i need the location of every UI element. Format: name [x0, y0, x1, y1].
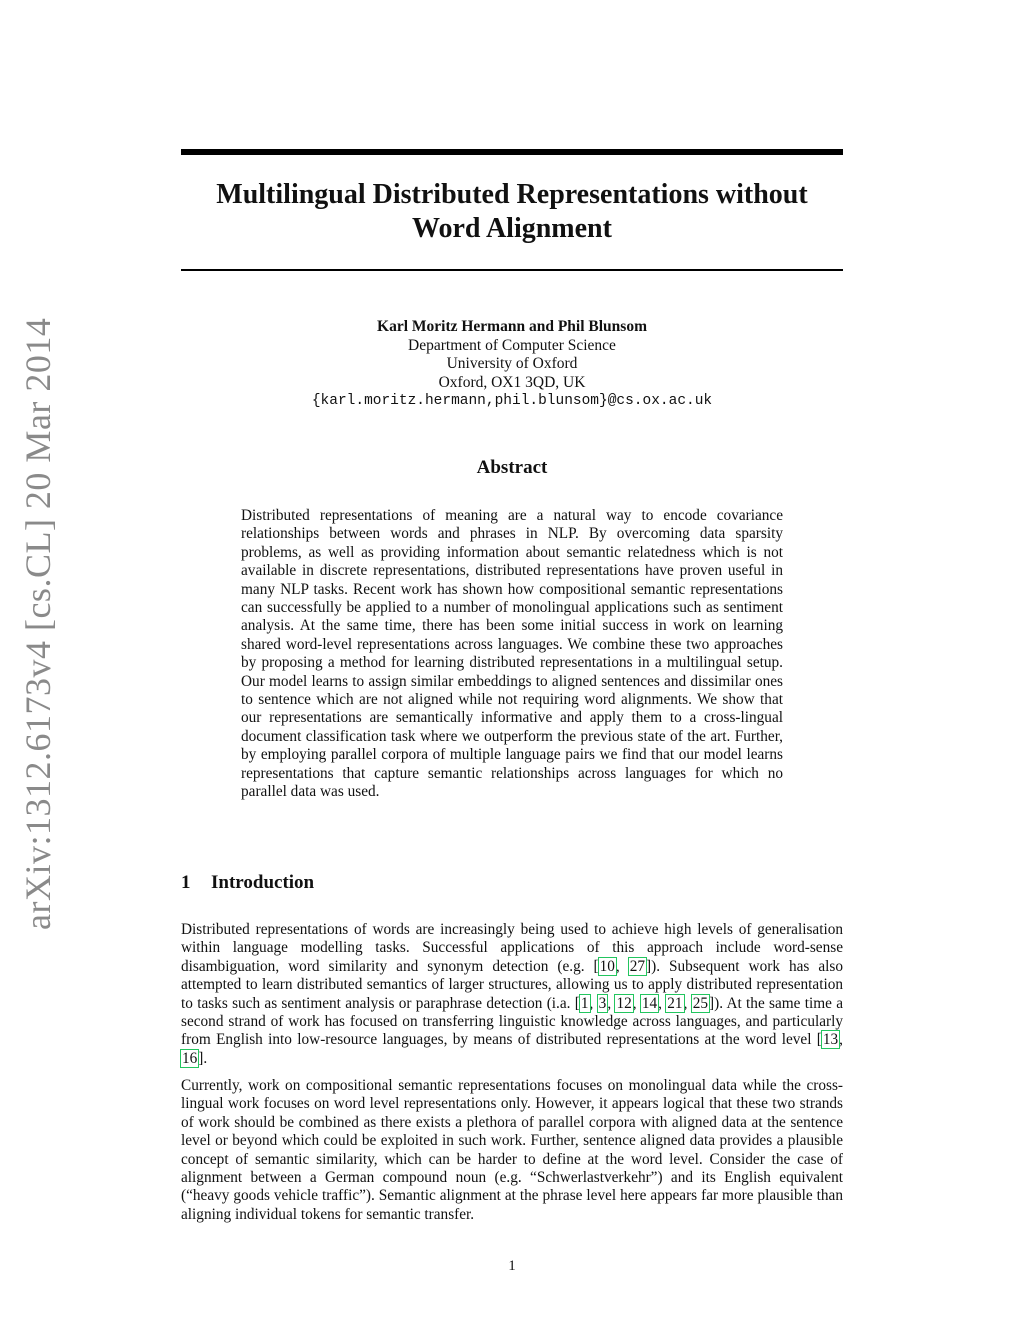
- section-title: Introduction: [211, 872, 315, 893]
- citation-link[interactable]: 21: [667, 994, 683, 1012]
- arxiv-identifier-stamp: arXiv:1312.6173v4 [cs.CL] 20 Mar 2014: [18, 317, 58, 930]
- title-top-rule: [181, 149, 843, 155]
- author-university: University of Oxford: [446, 355, 578, 372]
- citation-link[interactable]: 3: [598, 994, 607, 1012]
- citation-link[interactable]: 27: [629, 957, 646, 975]
- title-line-1: Multilingual Distributed Representations without: [216, 179, 808, 210]
- introduction-paragraph-1: Distributed representations of words are increasingly being used to achieve high levels of generalisation within language modelling tasks. Successful applications of this approach include word-sense disambiguation, word similarity and synonym detection (e.g. [10, 27]). Subsequent work has also attempted to learn distributed semantics of larger structures, allowing us to apply distributed representation to tasks such as sentiment analysis or paraphrase detection (i.a. [1, 3, 12, 14, 21, 25]). At the same time a second strand of work has focused on transferring linguistic knowledge across languages, and particularly from English into low-resource languages, by means of distributed representations at the word level [13, 16].: [181, 921, 844, 1067]
- paragraph-text: Distributed representations of words are increasingly being used to achieve high levels of generalisation within language modelling tasks. Successful applications of this approach include word-sense disambiguation, word similarity and synonym detection (e.g. [: [181, 921, 843, 975]
- paragraph-text: ]). Subsequent work has also attempted to learn distributed semantics of larger structures, allowing us to apply distributed representation to tasks such as sentiment analysis or paraphrase detection (i.a. [: [181, 957, 843, 1012]
- title-line-2: Word Alignment: [412, 213, 612, 244]
- introduction-paragraph-2: Currently, work on compositional semantic representations focuses on monolingual data while the cross-lingual work focuses on word level representations only. However, it appears logical that these two strands of work should be combined as there exists a plethora of parallel corpora with aligned data at the sentence level or beyond which could be exploited in such work. Further, sentence aligned data provides a plausible concept of semantic similarity, which can be harder to define at the word level. Consider the case of alignment between a German compound noun (e.g. “Schwerlastverkehr”) and its English equivalent (“heavy goods vehicle traffic”). Semantic alignment at the phrase level here appears far more plausible than aligning individual tokens for semantic transfer.: [181, 1077, 843, 1223]
- paragraph-text: ].: [198, 1049, 208, 1067]
- author-email: {karl.moritz.hermann,phil.blunsom}@cs.ox.ac.uk: [311, 393, 713, 409]
- abstract-text: Distributed representations of meaning are a natural way to encode covariance relationships between words and phrases in NLP. By overcoming data sparsity problems, as well as providing information about semantic relatedness which is not available in discrete representations, distributed representations have proven useful in many NLP tasks. Recent work has shown how compositional semantic representations can successfully be applied to a number of monolingual applications such as sentiment analysis. At the same time, there has been some initial success in work on learning shared word-level representations across languages. We combine these two approaches by proposing a method for learning distributed representations in a multilingual setup. Our model learns to assign similar embeddings to aligned sentences and dissimilar ones to sentence which are not aligned while not requiring word alignments. We show that our representations are semantically informative and apply them to a cross-lingual document classification task where we outperform the previous state of the art. Further, by employing parallel corpora of multiple language pairs we find that our model learns representations that capture semantic relationships across languages for which no parallel data was used.: [241, 507, 783, 801]
- section-heading-introduction: [181, 872, 314, 894]
- citation-link[interactable]: 13: [822, 1031, 839, 1049]
- citation-link[interactable]: 25: [692, 994, 708, 1012]
- page-number: 1: [508, 1258, 516, 1274]
- section-number: 1: [181, 872, 191, 893]
- citation-link[interactable]: 14: [641, 994, 658, 1012]
- author-block: [181, 318, 843, 411]
- author-names: Karl Moritz Hermann and Phil Blunsom: [377, 318, 647, 335]
- title-bottom-rule: [181, 269, 843, 271]
- abstract-heading: Abstract: [476, 457, 548, 478]
- paragraph-text: ]). At the same time a second strand of work has focused on transferring linguistic knowledge across languages, and particularly from English into low-resource languages, by means of distributed representations at the word level [: [181, 994, 844, 1049]
- citation-link[interactable]: 10: [599, 957, 615, 975]
- author-department: Department of Computer Science: [408, 336, 616, 354]
- author-address: Oxford, OX1 3QD, UK: [438, 373, 586, 391]
- paper-title: [181, 178, 843, 246]
- citation-link[interactable]: 16: [182, 1049, 198, 1067]
- citation-link[interactable]: 1: [580, 994, 589, 1012]
- citation-link[interactable]: 12: [616, 994, 632, 1012]
